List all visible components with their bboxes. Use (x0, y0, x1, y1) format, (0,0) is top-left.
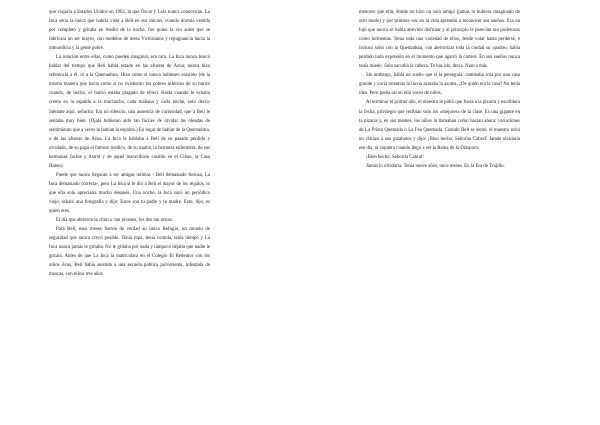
paragraph: El día que abrieron la clínica: tan jóvenes, los dos tan serios. (56, 218, 174, 224)
paragraph: menores que ella, donde no hizo un solo amigo (jamás lo hubiera imaginado de otro modo) y por primera vez en la vida aprendió a reconocer sus sueños. Era un lujo que nunca se había atrevido disfrutar y al principio le parecían tan poderosos como tormentas. Tenía toda una variedad de ellos, desde volar hasta perderse, e incluso soñó con la Quemadura, con aterrorizar toda la ciudad su «padre» había perdido toda expresión en el momento que agarró la cartera. En sus sueños nunca tenía miedo. Solo sacudía la cabeza. Te has ido, decía. Nunca más. (359, 10, 520, 70)
paragraph: Al terminar el primer año, el maestro le pidió que fuera a la pizarra y escribiera la fecha, privilegio que recibían solo los «mejores» de la clase. Es una gigante en la pizarra y, en sus mentes, los niños la llamaban como hacían ahora: variaciones de La Prieta Quemada o La Fea Quemada. Cuando Beli se sentó, el maestro echó un vistazo a sus garabatos y dijo: ¡Bien hecho, Señorita Cabral! Jamás olvidaría ese día, ni siquiera cuando llegó a ser la Reina de la Diáspora. (359, 100, 520, 151)
paragraph: Sin embargo, había un sueño que sí la perseguía: caminaba sola por una casa grande y vacía mientras la lluvia azotaba la azotea. ¿De quién era la casa? No tenía idea. Pero podía oír en ella voces de niños. (359, 73, 520, 97)
left-page (49, 8, 210, 279)
paragraph: Para Beli, esos meses fueron de verdad su único Refugio, un mundo de seguridad que nunca creyó posible. Tenía ropa, tenía comida, tenía tiempo y La Inca nunca jamás le gritaba. No le gritaba por nada y tampoco dejaba que nadie le gritara. Antes de que La Inca la matriculara en el Colegio El Redentor con los niños ricos, Beli había asistido a una escuela pública polvorienta, infestada de moscas, con niños tres años (49, 227, 210, 278)
right-page (359, 8, 520, 171)
paragraph: La relación entre ellas, como pueden imaginar, era rara. La Inca nunca buscó hablar del tiempo que Beli había estado en las afueras de Azua; nunca hizo referencia a él, ni a la Quemadura. Hizo como si nunca hubiesen existido (de la misma manera que hacía como si no existieran los pobres infelices de su barrio cuando, de hecho, el barrio estaba plagado de ellos). Hasta cuando le echaba crema en la espalda a la muchacha, cada mañana y cada noche, solo decía: Siéntate aquí, señorita. Era un silencio, una ausencia de curiosidad, que a Beli le sentaba muy bien. (Ojalá hubieran sido tan fáciles de olvidar las oleadas de sentimiento que a veces le lamían la espalda.) En lugar de hablar de la Quemadura, o de las afueras de Azua, La Inca le hablaba a Beli de su pasado perdido y olvidado, de su papá el famoso médico, de su mamá, la hermosa enfermera, de sus hermanas Jackie y Astrid y de aquel maravilloso castillo en el Cibao, la Casa Hatuey. (49, 55, 210, 169)
paragraph: ¡Bien hecho, Señorita Cabral! (366, 154, 424, 160)
paragraph: Puede que nunca llegaran a ser amigas íntimas - Beli demasiado furiosa, La Inca demasiado correcta-, pero La Inca sí le dio a Beli el mayor de los regalos, lo que ella solo apreciaría mucho después. Una noche, la Inca sacó un periódico viejo, señaló una fotografía y dijo: Estos son tu padre y tu madre. Esto, dijo, es quien eres. (49, 172, 210, 215)
paragraph: que viajaría a Estados Unidos en 1962, la que Óscar y Lola nunca conocerían. La Inca sería la única que habría visto a Beli en sus inicios, cuando dormía vestida por completo y gritaba en medio de la noche, fue quien la vio antes que se fabricara un ser mayor, con modelos de mesa Victorianos y repugnancia hacia la inmundicia y la gente pobre. (49, 10, 210, 52)
paragraph: Jamás lo olvidaría. Tenía nueve años, once meses. En la Era de Trujillo. (366, 163, 505, 169)
